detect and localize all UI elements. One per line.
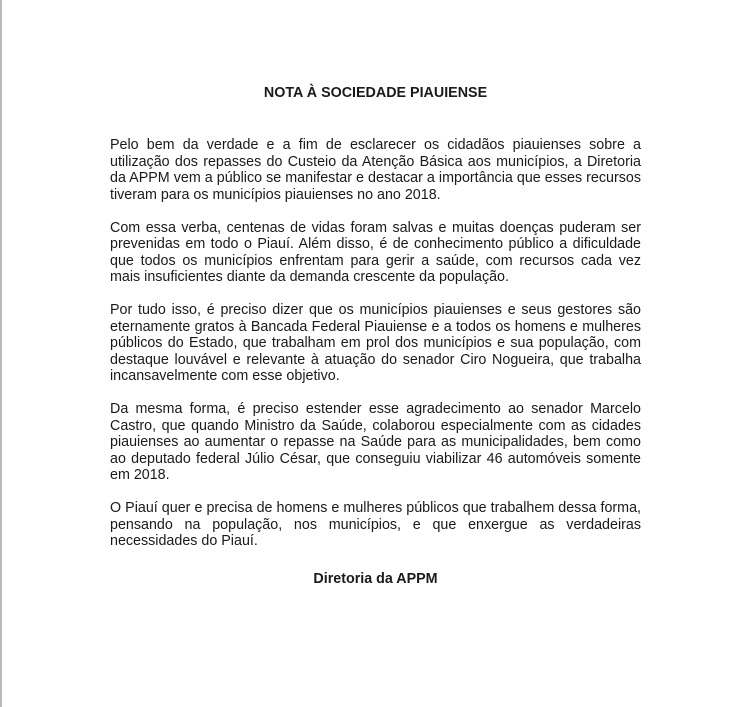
- page-left-edge: [0, 0, 2, 707]
- paragraph-4: Da mesma forma, é preciso estender esse agradecimento ao senador Marcelo Castro, que quando Ministro da Saúde, colaborou especialmente com as cidades piauienses ao aumentar o repasse na Saúde para as municipalidades, bem como ao deputado federal Júlio César, que conseguiu viabilizar 46 automóveis somente em 2018.: [110, 401, 641, 483]
- paragraph-2: Com essa verba, centenas de vidas foram salvas e muitas doenças puderam ser prevenidas em todo o Piauí. Além disso, é de conhecimento público a dificuldade que todos os municípios enfrentam para gerir a saúde, com recursos cada vez mais insuficientes diante da demanda crescente da população.: [110, 219, 641, 285]
- document-title: NOTA À SOCIEDADE PIAUIENSE: [263, 85, 488, 101]
- paragraph-3: Por tudo isso, é preciso dizer que os municípios piauienses e seus gestores são eternamente gratos à Bancada Federal Piauiense e a todos os homens e mulheres públicos do Estado, que trabalham em prol dos municípios e sua população, com destaque louvável e relevante à atuação do senador Ciro Nogueira, que trabalha incansavelmente com esse objetivo.: [110, 302, 641, 384]
- paragraph-5: O Piauí quer e precisa de homens e mulheres públicos que trabalhem dessa forma, pensando na população, nos municípios, e que enxergue as verdadeiras necessidades do Piauí.: [110, 500, 641, 549]
- signature: Diretoria da APPM: [313, 570, 438, 587]
- paragraph-1: Pelo bem da verdade e a fim de esclarecer os cidadãos piauienses sobre a utilização dos repasses do Custeio da Atenção Básica aos municípios, a Diretoria da APPM vem a público se manifestar e destacar a importância que esses recursos tiveram para os municípios piauienses no ano 2018.: [110, 137, 641, 203]
- document-page: [110, 84, 641, 588]
